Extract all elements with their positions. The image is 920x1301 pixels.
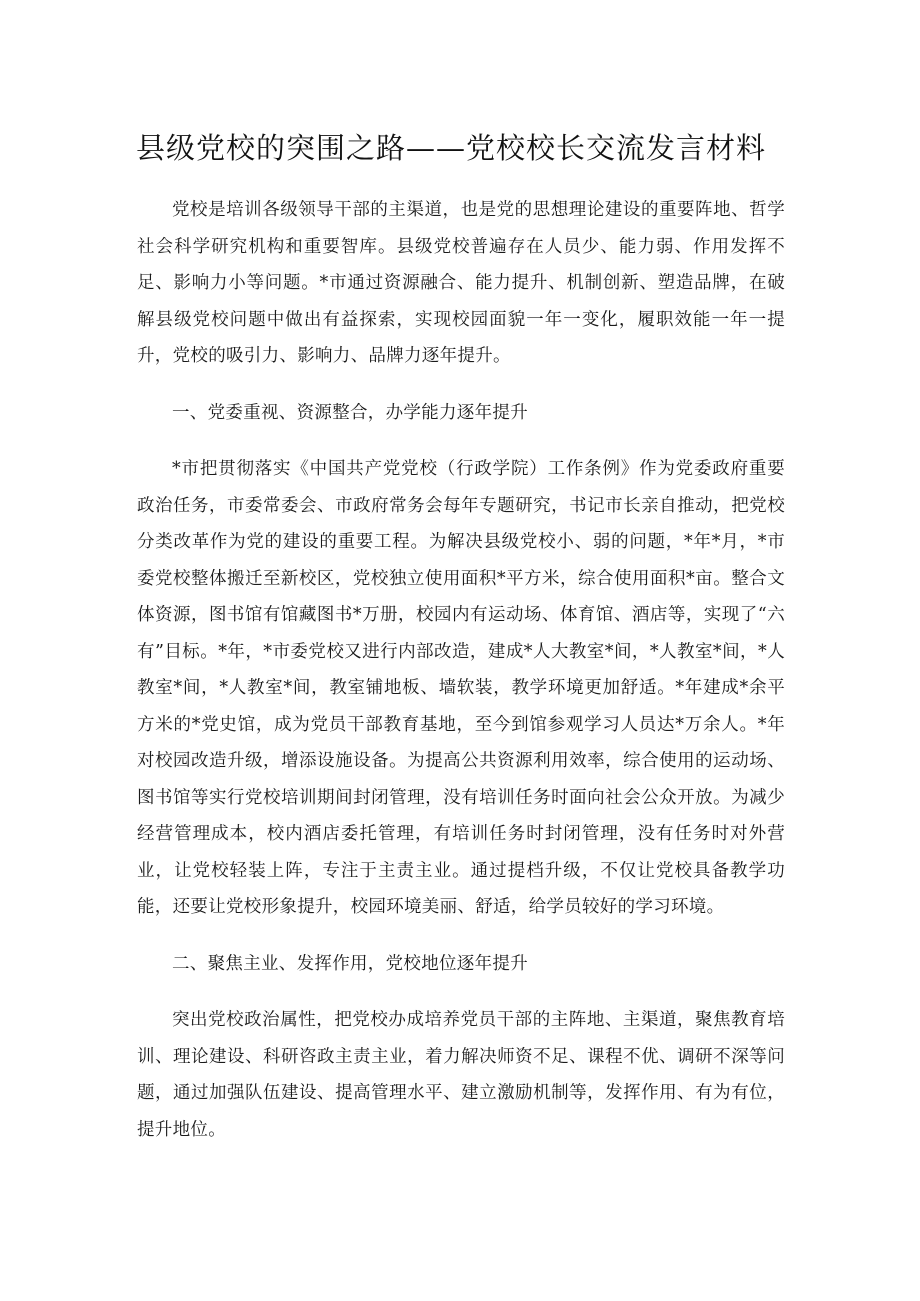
- section-2-paragraph: 突出党校政治属性，把党校办成培养党员干部的主阵地、主渠道，聚焦教育培训、理论建设、科研咨政主责主业，着力解决师资不足、课程不优、调研不深等问题，通过加强队伍建设、提高管理水平、建立激励机制等，发挥作用、有为有位，提升地位。: [137, 1010, 785, 1140]
- document-title: 县级党校的突围之路——党校校长交流发言材料: [136, 131, 767, 165]
- intro-paragraph: 党校是培训各级领导干部的主渠道，也是党的思想理论建设的重要阵地、哲学社会科学研究机构和重要智库。县级党校普遍存在人员少、能力弱、作用发挥不足、影响力小等问题。*市通过资源融合、能力提升、机制创新、塑造品牌，在破解县级党校问题中做出有益探索，实现校园面貌一年一变化，履职效能一年一提升，党校的吸引力、影响力、品牌力逐年提升。: [137, 200, 785, 366]
- section-heading-2: 二、聚焦主业、发挥作用，党校地位逐年提升: [172, 953, 528, 974]
- document-body: [137, 192, 785, 1168]
- section-heading-1: 一、党委重视、资源整合，办学能力逐年提升: [172, 402, 528, 423]
- section-1-paragraph: *市把贯彻落实《中国共产党党校（行政学院）工作条例》作为党委政府重要政治任务，市委常委会、市政府常务会每年专题研究，书记市长亲自推动，把党校分类改革作为党的建设的重要工程。为解决县级党校小、弱的问题，*年*月，*市委党校整体搬迁至新校区，党校独立使用面积*平方米，综合使用面积*亩。整合文体资源，图书馆有馆藏图书*万册，校园内有运动场、体育馆、酒店等，实现了“六有”目标。*年，*市委党校又进行内部改造，建成*人大教室*间，*人教室*间，*人教室*间，*人教室*间，教室铺地板、墙软装，教学环境更加舒适。*年建成*余平方米的*党史馆，成为党员干部教育基地，至今到馆参观学习人员达*万余人。*年对校园改造升级，增添设施设备。为提高公共资源利用效率，综合使用的运动场、图书馆等实行党校培训期间封闭管理，没有培训任务时面向社会公众开放。为减少经营管理成本，校内酒店委托管理，有培训任务时封闭管理，没有任务时对外营业，让党校轻装上阵，专注于主责主业。通过提档升级，不仅让党校具备教学功能，还要让党校形象提升，校园环境美丽、舒适，给学员较好的学习环境。: [137, 459, 785, 917]
